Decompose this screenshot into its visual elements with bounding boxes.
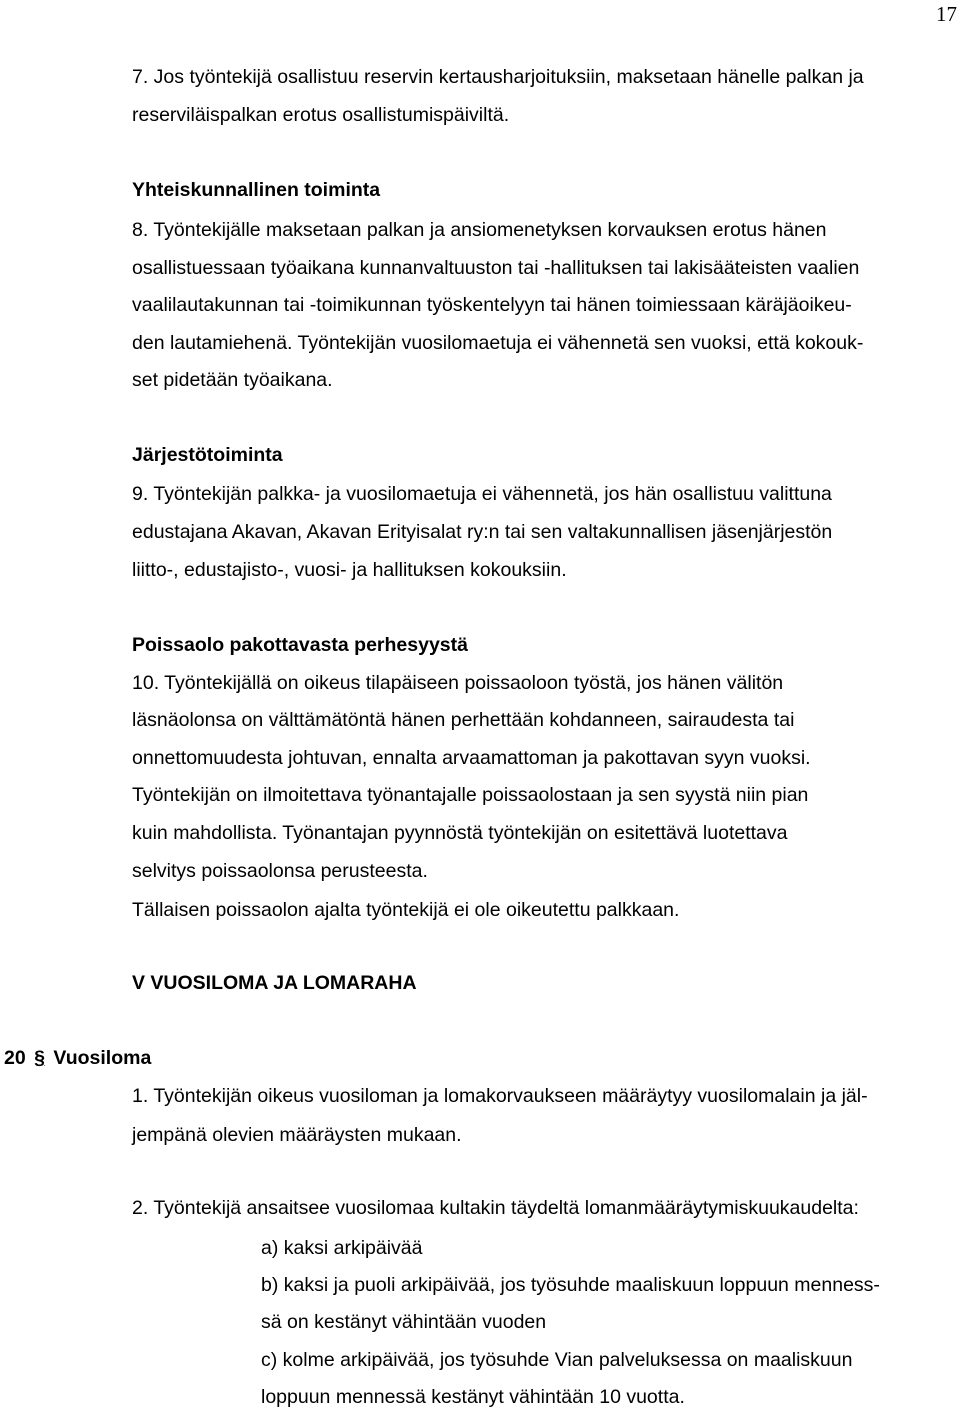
para10-line-4: Työntekijän on ilmoitettava työnantajalle poissaolostaan ja sen syystä niin pian: [132, 784, 809, 806]
section20-para1-line-1: 1. Työntekijän oikeus vuosiloman ja lomakorvaukseen määräytyy vuosilomalain ja jäl-: [132, 1085, 868, 1107]
para8-line-3: vaalilautakunnan tai -toimikunnan työskentelyyn tai hänen toimiessaan käräjäoikeu-: [132, 294, 852, 316]
para10-line-6: selvitys poissaolonsa perusteesta.: [132, 860, 428, 882]
section20-para2-line: 2. Työntekijä ansaitsee vuosilomaa kultakin täydeltä lomanmääräytymiskuukaudelta:: [132, 1197, 859, 1219]
para9-line-1: 9. Työntekijän palkka- ja vuosilomaetuja ei vähennetä, jos hän osallistuu valittuna: [132, 483, 832, 505]
list-item-b-line-2: sä on kestänyt vähintään vuoden: [261, 1311, 547, 1333]
para7-line-2: reserviläispalkan erotus osallistumispäiviltä.: [132, 104, 510, 126]
para10-line-3: onnettomuudesta johtuvan, ennalta arvaamattoman ja pakottavan syyn vuoksi.: [132, 747, 811, 769]
paragraph-symbol: §: [34, 1047, 45, 1069]
section-heading-community: Yhteiskunnallinen toiminta: [132, 179, 381, 201]
chapter-heading: V VUOSILOMA JA LOMARAHA: [132, 972, 417, 994]
para10-line-1: 10. Työntekijällä on oikeus tilapäiseen poissaoloon työstä, jos hänen välitön: [132, 672, 784, 694]
para8-line-4: den lautamiehenä. Työntekijän vuosilomaetuja ei vähennetä sen vuoksi, että kokouk-: [132, 332, 864, 354]
page-number: 17: [936, 2, 957, 26]
para10-line-7: Tällaisen poissaolon ajalta työntekijä ei ole oikeutettu palkkaan.: [132, 899, 680, 921]
para10-line-5: kuin mahdollista. Työnantajan pyynnöstä työntekijän on esitettävä luotettava: [132, 822, 788, 844]
section-title: Vuosiloma: [53, 1047, 152, 1069]
para8-line-5: set pidetään työaikana.: [132, 369, 333, 391]
para8-line-2: osallistuessaan työaikana kunnanvaltuuston tai -hallituksen tai lakisääteisten vaalien: [132, 257, 860, 279]
section-number: 20: [4, 1047, 26, 1069]
section20-para1-line-2: jempänä olevien määräysten mukaan.: [132, 1124, 462, 1146]
para9-line-2: edustajana Akavan, Akavan Erityisalat ry:n tai sen valtakunnallisen jäsenjärjestön: [132, 521, 833, 543]
section-heading-family: Poissaolo pakottavasta perhesyystä: [132, 634, 468, 656]
list-item-b-line-1: b) kaksi ja puoli arkipäivää, jos työsuhde maaliskuun loppuun menness-: [261, 1274, 880, 1296]
para7-line-1: 7. Jos työntekijä osallistuu reservin kertausharjoituksiin, maksetaan hänelle palkan ja: [132, 66, 864, 88]
section-heading-organization: Järjestötoiminta: [132, 444, 283, 466]
list-item-c-line-1: c) kolme arkipäivää, jos työsuhde Vian palveluksessa on maaliskuun: [261, 1349, 853, 1371]
section-20-heading: [4, 1049, 151, 1069]
list-item-c-line-2: loppuun mennessä kestänyt vähintään 10 vuotta.: [261, 1386, 685, 1408]
para9-line-3: liitto-, edustajisto-, vuosi- ja hallituksen kokouksiin.: [132, 559, 567, 581]
list-item-a: a) kaksi arkipäivää: [261, 1237, 423, 1259]
para10-line-2: läsnäolonsa on välttämätöntä hänen perhettään kohdanneen, sairaudesta tai: [132, 709, 795, 731]
para8-line-1: 8. Työntekijälle maksetaan palkan ja ansiomenetyksen korvauksen erotus hänen: [132, 219, 827, 241]
